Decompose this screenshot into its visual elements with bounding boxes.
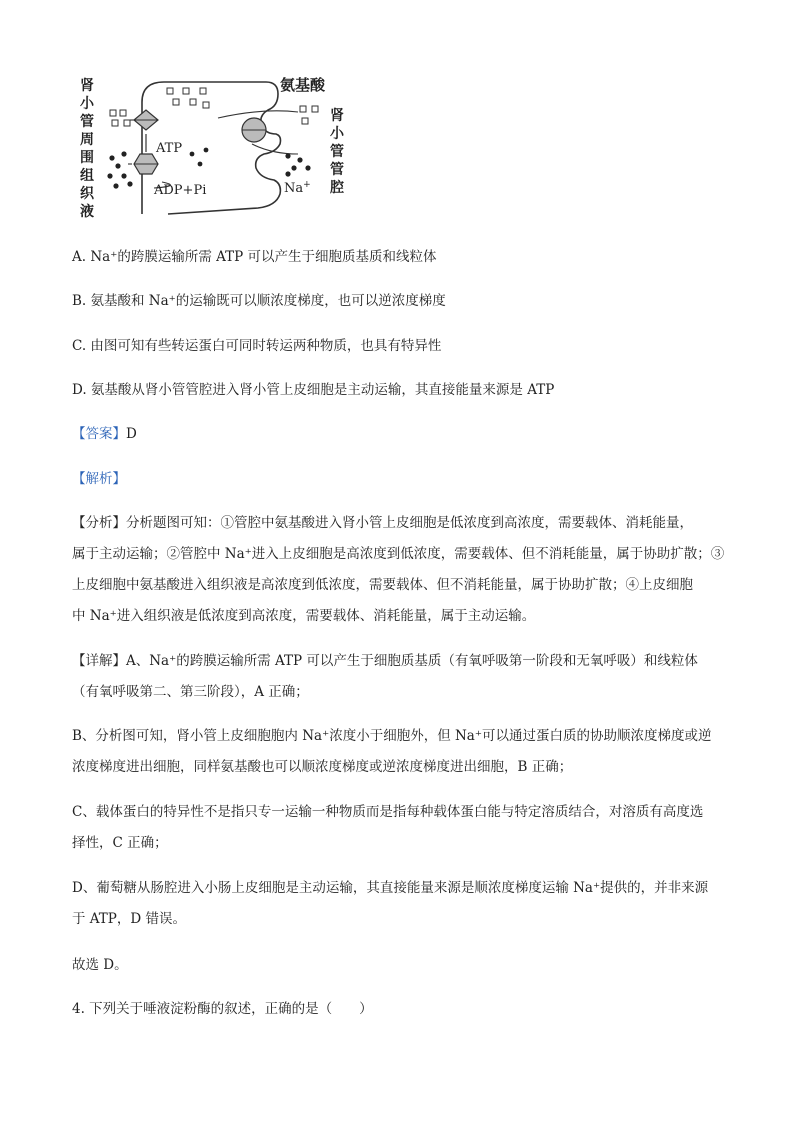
analysis-line: 【分析】分析题图可知：①管腔中氨基酸进入肾小管上皮细胞是低浓度到高浓度，需要载体、消耗能量， [72, 515, 693, 531]
sodium-dots-inside [190, 148, 209, 167]
amino-acid-squares-inside [167, 88, 209, 108]
left-label-char: 围 [80, 150, 94, 166]
right-label-char: 管 [330, 144, 344, 160]
left-label-char: 小 [80, 96, 94, 112]
right-label-char: 管 [330, 162, 344, 178]
option-d: D. 氨基酸从肾小管管腔进入肾小管上皮细胞是主动运输，其直接能量来源是 ATP [72, 382, 555, 398]
left-label-char: 液 [80, 204, 94, 220]
cell-transport-figure [72, 72, 362, 222]
left-label-char: 织 [80, 186, 94, 202]
detail-line: 择性，C 正确； [72, 835, 168, 851]
amino-acid-label: 氨基酸 [280, 76, 326, 94]
option-a: A. Na⁺的跨膜运输所需 ATP 可以产生于细胞质基质和线粒体 [72, 249, 437, 265]
sodium-label: Na+ [284, 180, 311, 196]
sodium-dots-outside-right [285, 153, 310, 176]
conclusion: 故选 D。 [72, 957, 128, 973]
detail-line: B、分析图可知，肾小管上皮细胞胞内 Na⁺浓度小于细胞外，但 Na⁺可以通过蛋白质的协助顺浓度梯度或逆 [72, 728, 712, 744]
answer-tag: 【答案】 [72, 426, 126, 442]
detail-line: D、葡萄糖从肠腔进入小肠上皮细胞是主动运输，其直接能量来源是顺浓度梯度运输 Na⁺提供的，并非来源 [72, 880, 709, 896]
detail-c-paragraph [72, 797, 722, 859]
analysis-tag: 【解析】 [72, 471, 126, 487]
detail-line: 【详解】A、Na⁺的跨膜运输所需 ATP 可以产生于细胞质基质（有氧呼吸第一阶段和无氧呼吸）和线粒体 [72, 653, 698, 669]
amino-acid-squares-outside-left [110, 110, 130, 126]
option-b: B. 氨基酸和 Na⁺的运输既可以顺浓度梯度，也可以逆浓度梯度 [72, 293, 446, 309]
adp-label: ADP+Pi [154, 183, 207, 198]
left-label-char: 肾 [80, 78, 94, 94]
left-label-char: 周 [80, 132, 94, 148]
amino-acid-squares-outside-right [300, 106, 318, 124]
answer-line [72, 424, 137, 444]
right-label-char: 小 [330, 126, 344, 142]
detail-d-paragraph [72, 873, 722, 935]
left-vertical-label [80, 77, 95, 220]
option-c: C. 由图可知有些转运蛋白可同时转运两种物质，也具有特异性 [72, 338, 442, 354]
left-label-char: 组 [80, 168, 94, 184]
question-4: 4. 下列关于唾液淀粉酶的叙述，正确的是（ ） [72, 1001, 373, 1017]
left-label-char: 管 [80, 114, 94, 130]
sodium-dots-outside-left [107, 151, 132, 188]
detail-b-paragraph [72, 721, 722, 783]
right-vertical-label [330, 107, 345, 196]
right-label-char: 肾 [330, 108, 344, 124]
detail-line: （有氧呼吸第二、第三阶段），A 正确； [72, 684, 309, 700]
atp-label: ATP [156, 141, 183, 156]
analysis-line: 中 Na⁺进入组织液是低浓度到高浓度，需要载体、消耗能量，属于主动运输。 [72, 608, 536, 624]
detail-line: 浓度梯度进出细胞，同样氨基酸也可以顺浓度梯度或逆浓度梯度进出细胞，B 正确； [72, 759, 573, 775]
analysis-paragraph [72, 508, 725, 632]
analysis-line: 属于主动运输；②管腔中 Na⁺进入上皮细胞是高浓度到低浓度，需要载体、但不消耗能量，属于协助扩散；③ [72, 546, 725, 562]
detail-line: 于 ATP，D 错误。 [72, 911, 187, 927]
answer-value: D [126, 426, 137, 442]
detail-line: C、载体蛋白的特异性不是指只专一运输一种物质而是指每种载体蛋白能与特定溶质结合，对溶质有高度选 [72, 804, 704, 820]
detail-a-paragraph [72, 646, 722, 708]
analysis-line: 上皮细胞中氨基酸进入组织液是高浓度到低浓度，需要载体、但不消耗能量，属于协助扩散；④上皮细胞 [72, 577, 693, 593]
right-label-char: 腔 [330, 180, 344, 196]
